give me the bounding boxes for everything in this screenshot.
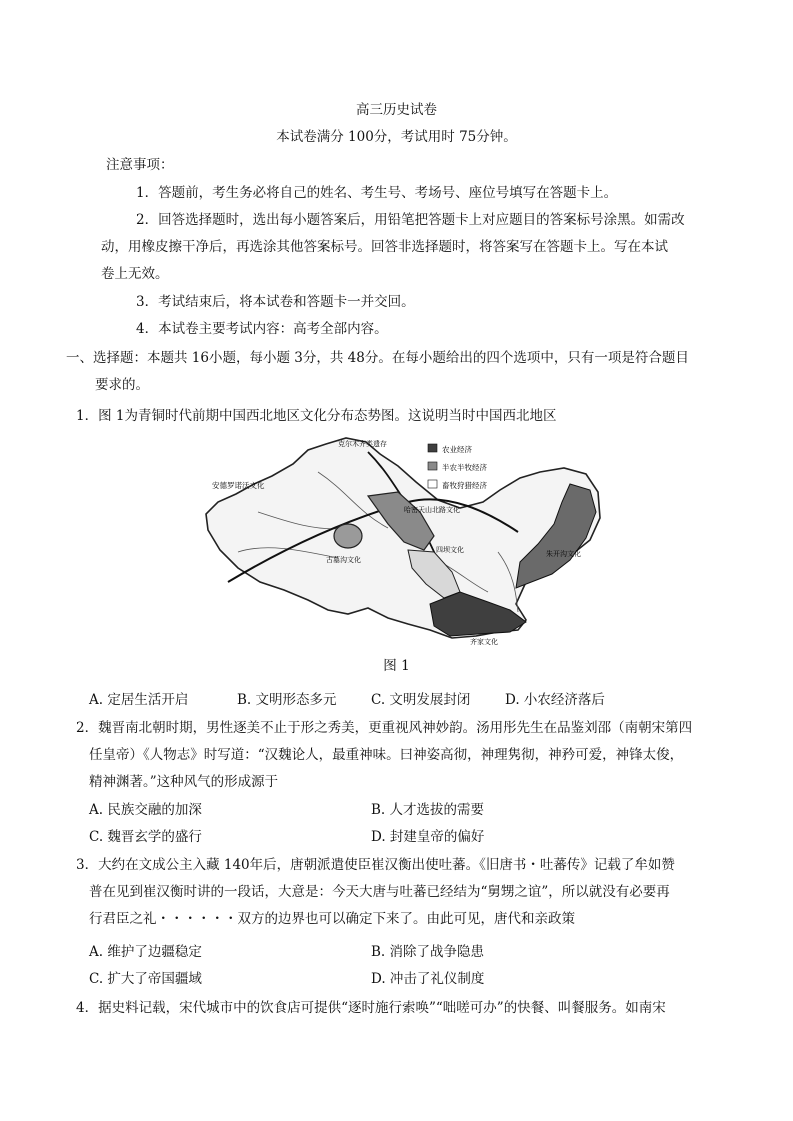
q2-option-b: B. 人才选拔的需要 bbox=[371, 802, 485, 818]
question-3-line-3: 行君臣之礼・・・・・・双方的边界也可以确定下来了。由此可见，唐代和亲政策 bbox=[89, 911, 575, 927]
label-afanasievo: 克尔木齐类遗存 bbox=[338, 440, 387, 448]
q1-option-c: C. 文明发展封闭 bbox=[371, 692, 471, 708]
q3-option-c: C. 扩大了帝国疆域 bbox=[89, 971, 202, 987]
note-item-3: 3．考试结束后，将本试卷和答题卡一并交回。 bbox=[136, 294, 415, 310]
question-2-line-1: 2．魏晋南北朝时期，男性逐美不止于形之秀美，更重视风神妙韵。汤用彤先生在品鉴刘邵（南朝宋第四 bbox=[76, 720, 693, 736]
question-2-line-3: 精神渊著。”这种风气的形成源于 bbox=[89, 774, 279, 790]
gumugou-zone bbox=[334, 524, 362, 548]
label-andronovo: 安德罗诺沃文化 bbox=[212, 481, 265, 490]
figure-caption: 图 1 bbox=[383, 658, 410, 674]
note-item-2-line-3: 卷上无效。 bbox=[101, 266, 169, 282]
section-heading-line-1: 一、选择题：本题共 16小题，每小题 3分，共 48分。在每小题给出的四个选项中，只有一项是符合题目 bbox=[66, 350, 689, 366]
note-item-4: 4．本试卷主要考试内容：高考全部内容。 bbox=[136, 321, 388, 337]
label-qijia: 齐家文化 bbox=[470, 638, 498, 646]
note-item-2-line-1: 2．回答选择题时，选出每小题答案后，用铅笔把答题卡上对应题目的答案标号涂黑。如需改 bbox=[136, 212, 685, 228]
q2-option-d: D. 封建皇帝的偏好 bbox=[371, 829, 485, 845]
northwest-china-culture-map bbox=[198, 432, 608, 647]
question-2-line-2: 任皇帝）《人物志》时写道：“汉魏论人，最重神味。曰神姿高彻，神理隽彻，神矜可爱，神锋太俊， bbox=[89, 747, 684, 763]
notes-heading: 注意事项： bbox=[106, 157, 174, 173]
legend-hunt-label: 畜牧狩猎经济 bbox=[442, 481, 487, 490]
question-3-line-2: 普在见到崔汉衡时讲的一段话，大意是：今天大唐与吐蕃已经结为“舅甥之谊”，所以就没有必要再 bbox=[89, 884, 670, 900]
q1-option-d: D. 小农经济落后 bbox=[505, 692, 605, 708]
page-subtitle: 本试卷满分 100分，考试用时 75分钟。 bbox=[276, 129, 517, 145]
q2-option-a: A. 民族交融的加深 bbox=[89, 802, 202, 818]
question-3-line-1: 3．大约在文成公主入藏 140年后，唐朝派遣使臣崔汉衡出使吐蕃。《旧唐书・吐蕃传》记载了牟如赞 bbox=[76, 857, 675, 873]
note-item-1: 1．答题前，考生务必将自己的姓名、考生号、考场号、座位号填写在答题卡上。 bbox=[136, 185, 618, 201]
q1-option-b: B. 文明形态多元 bbox=[237, 692, 337, 708]
legend-semi-label: 半农半牧经济 bbox=[442, 463, 487, 472]
question-4-line-1: 4．据史料记载，宋代城市中的饮食店可提供“逐时施行索唤”“咄嗟可办”的快餐、叫餐服务。如南宋 bbox=[76, 1000, 666, 1016]
q3-option-a: A. 维护了边疆稳定 bbox=[89, 944, 202, 960]
label-hami: 哈密天山北路文化 bbox=[404, 506, 460, 514]
question-1-stem: 1．图 1为青铜时代前期中国西北地区文化分布态势图。这说明当时中国西北地区 bbox=[76, 408, 557, 424]
label-zhukaigou: 朱开沟文化 bbox=[546, 550, 581, 558]
label-siba: 四坝文化 bbox=[436, 546, 464, 554]
section-heading-line-2: 要求的。 bbox=[95, 377, 149, 393]
page-title: 高三历史试卷 bbox=[356, 102, 437, 118]
q3-option-b: B. 消除了战争隐患 bbox=[371, 944, 485, 960]
legend-agri-label: 农业经济 bbox=[442, 445, 472, 454]
q3-option-d: D. 冲击了礼仪制度 bbox=[371, 971, 485, 987]
q1-option-a: A. 定居生活开启 bbox=[89, 692, 189, 708]
label-gumugou: 古墓沟文化 bbox=[326, 556, 361, 564]
note-item-2-line-2: 动，用橡皮擦干净后，再选涂其他答案标号。回答非选择题时，将答案写在答题卡上。写在本试 bbox=[101, 239, 668, 255]
q2-option-c: C. 魏晋玄学的盛行 bbox=[89, 829, 202, 845]
